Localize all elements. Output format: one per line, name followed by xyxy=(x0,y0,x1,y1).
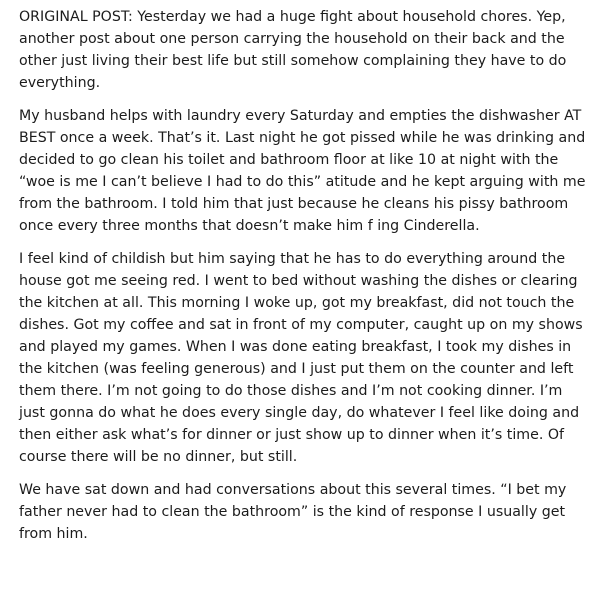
post-paragraph-morning: I feel kind of childish but him saying that he has to do everything around the house got me seeing red. I went to bed without washing the dishes or clearing the kitchen at all. This morning I woke up, got my breakfast, did not touch the dishes. Got my coffee and sat in front of my computer, caught up on my shows and played my games. When I was done eating breakfast, I took my dishes in the kitchen (was feeling generous) and I just put them on the counter and left them there. I’m not going to do those dishes and I’m not cooking dinner. I’m just gonna do what he does every single day, do whatever I feel like doing and then either ask what’s for dinner or just show up to dinner when it’s time. Of course there will be no dinner, but still. xyxy=(19,251,583,465)
post-paragraph-conversations: We have sat down and had conversations about this several times. “I bet my father never had to clean the bathroom” is the kind of response I usually get from him. xyxy=(19,482,567,542)
post-paragraph-husband: My husband helps with laundry every Saturday and empties the dishwasher AT BEST once a week. That’s it. Last night he got pissed while he was drinking and decided to go clean his toilet and bathroom floor at like 10 at night with the “woe is me I can’t believe I had to do this” atitude and he kept arguing with me from the bathroom. I told him that just because he cleans his pissy bathroom once every three months that doesn’t make him f ing Cinderella. xyxy=(19,108,586,234)
post-paragraph-intro: ORIGINAL POST: Yesterday we had a huge fight about household chores. Yep, another post about one person carrying the household on their back and the other just living their best life but still somehow complaining they have to do everything. xyxy=(19,9,567,91)
